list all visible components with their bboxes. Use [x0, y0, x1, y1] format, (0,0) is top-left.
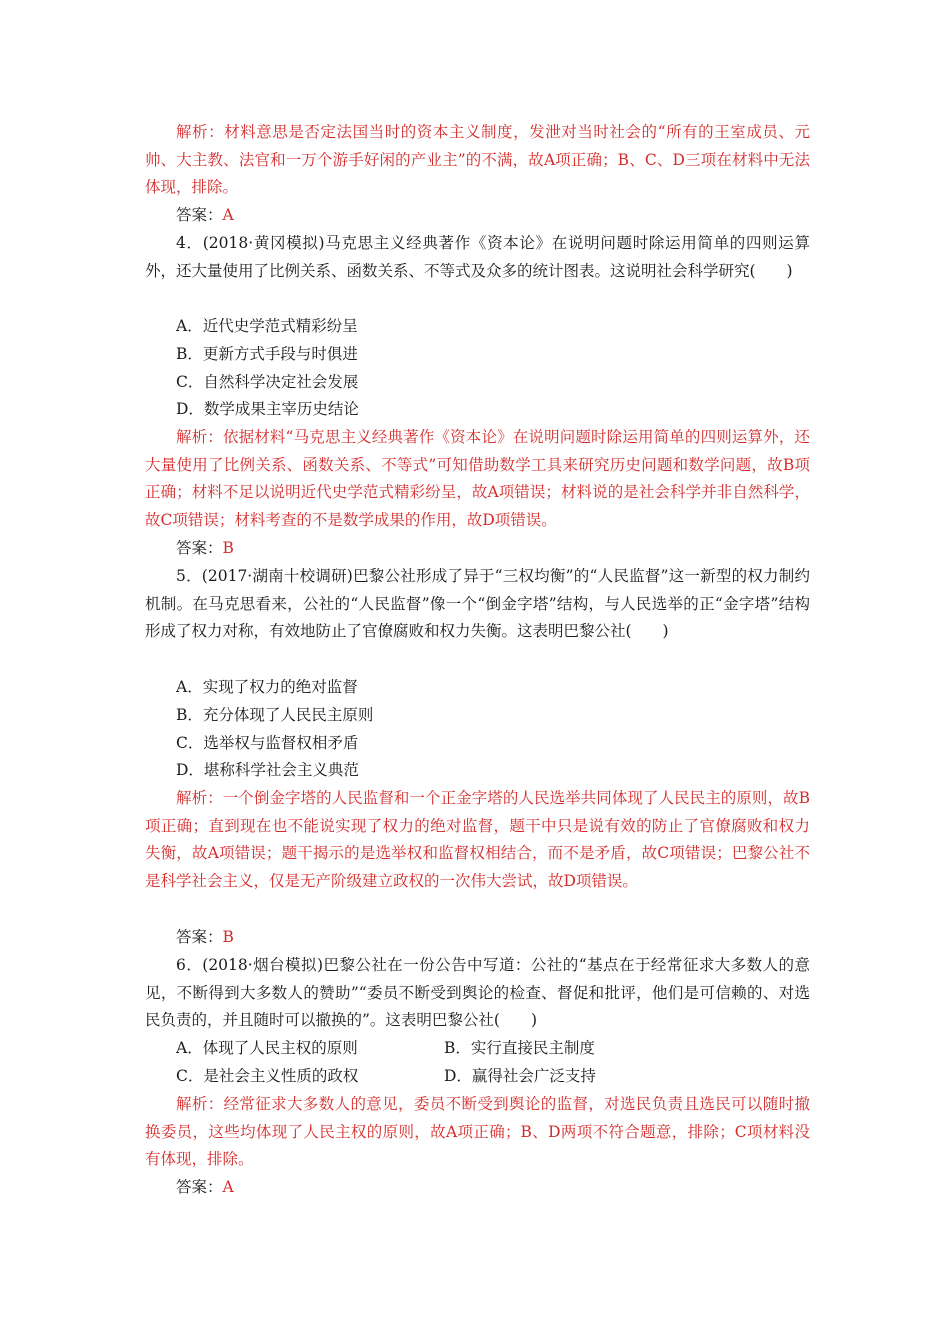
q4-answer — [176, 535, 234, 563]
answer-value: B — [222, 928, 234, 946]
answer-label: 答案： — [176, 928, 223, 946]
q4-option-d: D．数学成果主宰历史结论 — [176, 400, 359, 418]
q5-option-a: A．实现了权力的绝对监督 — [176, 678, 358, 696]
q5-option-b: B．充分体现了人民民主原则 — [176, 706, 374, 724]
answer-value: A — [222, 206, 234, 224]
q4-analysis: 解析：依据材料“马克思主义经典著作《资本论》在说明问题时除运用简单的四则运算外，还大量使用了比例关系、函数关系、不等式”可知借助数学工具来研究历史问题和数学问题，故B项正确；材料不足以说明近代史学范式精彩纷呈，故A项错误；材料说的是社会科学并非自然科学，故C项错误；材料考查的不是数学成果的作用，故D项错误。 — [145, 428, 810, 529]
q5-stem: 5．(2017·湖南十校调研)巴黎公社形成了异于“三权均衡”的“人民监督”这一新型的权力制约机制。在马克思看来，公社的“人民监督”像一个“倒金字塔”结构，与人民选举的正“金字塔”结构形成了权力对称，有效地防止了官僚腐败和权力失衡。这表明巴黎公社( ) — [145, 567, 810, 641]
q5-analysis: 解析：一个倒金字塔的人民监督和一个正金字塔的人民选举共同体现了人民民主的原则，故B项正确；直到现在也不能说实现了权力的绝对监督，题干中只是说有效的防止了官僚腐败和权力失衡，故A项错误；题干揭示的是选举权和监督权相结合，而不是矛盾，故C项错误；巴黎公社不是科学社会主义，仅是无产阶级建立政权的一次伟大尝试，故D项错误。 — [145, 789, 810, 890]
q6-option-d: D．赢得社会广泛支持 — [444, 1067, 596, 1085]
q4-stem: 4．(2018·黄冈模拟)马克思主义经典著作《资本论》在说明问题时除运用简单的四则运算外，还大量使用了比例关系、函数关系、不等式及众多的统计图表。这说明社会科学研究( ) — [145, 234, 810, 280]
q6-option-c: C．是社会主义性质的政权 — [176, 1067, 359, 1085]
q5-option-d: D．堪称科学社会主义典范 — [176, 761, 359, 779]
answer-label: 答案： — [176, 1178, 223, 1196]
q3-answer — [176, 202, 234, 230]
answer-value: B — [222, 539, 234, 557]
q6-analysis: 解析：经常征求大多数人的意见，委员不断受到舆论的监督，对选民负责且选民可以随时撤换委员，这些均体现了人民主权的原则，故A项正确；B、D两项不符合题意，排除；C项材料没有体现，排除。 — [145, 1095, 810, 1169]
q6-option-a: A．体现了人民主权的原则 — [176, 1039, 358, 1057]
q4-option-c: C．自然科学决定社会发展 — [176, 373, 359, 391]
q3-analysis: 解析：材料意思是否定法国当时的资本主义制度，发泄对当时社会的“所有的王室成员、元帅、大主教、法官和一万个游手好闲的产业主”的不满，故A项正确；B、C、D三项在材料中无法体现，排除。 — [145, 123, 810, 197]
answer-value: A — [222, 1178, 234, 1196]
q6-option-b: B．实行直接民主制度 — [444, 1039, 595, 1057]
q5-answer — [176, 924, 234, 952]
q6-answer — [176, 1174, 234, 1202]
answer-label: 答案： — [176, 539, 223, 557]
q4-option-b: B．更新方式手段与时俱进 — [176, 345, 358, 363]
q5-option-c: C．选举权与监督权相矛盾 — [176, 734, 359, 752]
answer-label: 答案： — [176, 206, 223, 224]
q6-stem: 6．(2018·烟台模拟)巴黎公社在一份公告中写道：公社的“基点在于经常征求大多数人的意见，不断得到大多数人的赞助”“委员不断受到舆论的检查、督促和批评，他们是可信赖的、对选民负责的，并且随时可以撤换的”。这表明巴黎公社( ) — [145, 956, 810, 1030]
q4-option-a: A．近代史学范式精彩纷呈 — [176, 317, 358, 335]
